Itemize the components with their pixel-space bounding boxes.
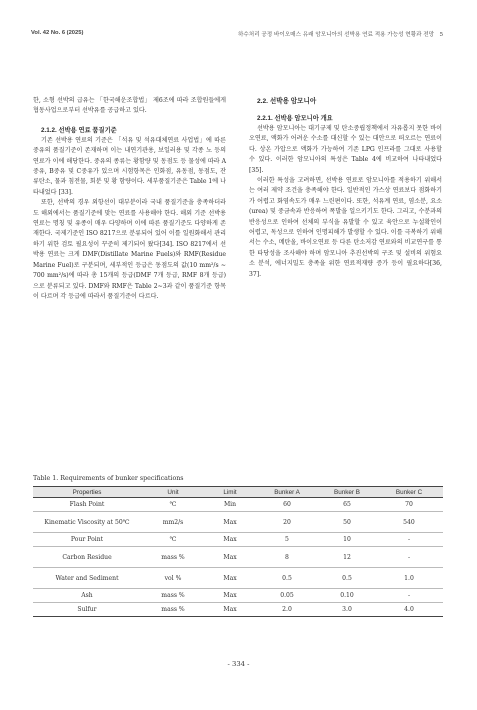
table-cell: - — [375, 589, 443, 603]
table-cell: 540 — [375, 512, 443, 533]
table-cell: - — [375, 547, 443, 568]
table-cell: 10 — [319, 533, 375, 547]
section-heading-2-2: 2.2. 선박용 암모니아 — [257, 98, 317, 105]
table-row — [33, 568, 443, 589]
table-cell: ℃ — [141, 498, 205, 512]
table-cell: Max — [205, 603, 255, 617]
table-cell: Max — [205, 547, 255, 568]
table-row — [33, 603, 443, 617]
page-number: - 334 - — [227, 660, 250, 668]
table-cell: Carbon Residue — [33, 547, 141, 568]
column-header: Bunker B — [319, 487, 375, 498]
journal-volume: Vol. 42 No. 6 (2025) — [31, 30, 84, 36]
section-heading-2-2-1: 2.2.1. 선박용 암모니아 개요 — [257, 115, 333, 122]
running-title: 하수처리 공정 바이오매스 유래 암모니아의 선박용 연료 적용 가능성 현황과 전망 5 — [237, 32, 443, 38]
table-cell: - — [375, 533, 443, 547]
table-row — [33, 498, 443, 512]
paragraph: 또한, 선박의 경우 외항선이 대부분이라 국내 품질기준을 충족하더라도 해외에서는 품질기준에 맞는 연료를 사용해야 한다. 해외 기준 선박용 연료는 명칭 및 유종이 매우 다양하며 이에 따른 품질기준도 다양하게 존재한다. 국제기준인 ISO 8217으로 분류되어 있어 이를 일원화해서 관리하기 위한 검토 필요성이 꾸준히 제기되어 왔다[34]. ISO 8217에서 선박용 연료는 크게 DMF(Distillate Marine Fuels)와 RMF(Residue Marine Fuel)로 구분되며, 세부적인 등급은 동점도의 값(10 mm²/s ~ 700 mm²/s)에 따라 총 15개의 등급(DMF 7개 등급, RMF 8개 등급)으로 분류되고 있다. DMF와 RMF은 Table 2~3과 같이 품질기준 항목이 다르며 각 등급에 따라서 품질기준이 다르다. — [33, 199, 226, 300]
table-cell: 0.05 — [255, 589, 319, 603]
left-column — [33, 96, 226, 302]
table-cell: 1.0 — [375, 568, 443, 589]
table-cell: 60 — [255, 498, 319, 512]
table-cell: Max — [205, 512, 255, 533]
table-header-row — [33, 487, 443, 498]
table-cell: mass % — [141, 589, 205, 603]
table-cell: 2.0 — [255, 603, 319, 617]
table-cell: 20 — [255, 512, 319, 533]
table-cell: mass % — [141, 547, 205, 568]
table-cell: 70 — [375, 498, 443, 512]
column-header: Unit — [141, 487, 205, 498]
table-cell: Water and Sediment — [33, 568, 141, 589]
column-header: Bunker A — [255, 487, 319, 498]
right-column — [249, 96, 442, 280]
table-caption: Table 1. Requirements of bunker specifications — [33, 475, 184, 482]
table-cell: 0.5 — [319, 568, 375, 589]
table-cell: 4.0 — [375, 603, 443, 617]
table-row — [33, 589, 443, 603]
table-cell: 65 — [319, 498, 375, 512]
table-cell: Flash Point — [33, 498, 141, 512]
table-cell: Min — [205, 498, 255, 512]
table-cell: 8 — [255, 547, 319, 568]
table-row — [33, 512, 443, 533]
table-cell: Pour Point — [33, 533, 141, 547]
table-cell: 0.5 — [255, 568, 319, 589]
table-cell: vol % — [141, 568, 205, 589]
paragraph: 기존 선박용 연료의 기준은 「석유 및 석유대체연료 사업법」에 따른 중유의 품질기준이 존재하며 이는 내연기관용, 보일러용 및 각종 노 등의 연료가 이에 해당한다. 중유의 종류는 황함량 및 동점도 등 물성에 따라 A중유, B중유 및 C중유가 있으며 시험항목은 인화점, 유동점, 동점도, 잔류탄소, 물과 침전물, 회분 및 황 함량이다. 세부품질기준은 Table 1에 나타내었다 [33]. — [33, 136, 226, 196]
table-row — [33, 533, 443, 547]
paragraph: 이러한 특성을 고려하면, 선박용 연료로 암모니아를 적용하기 위해서는 여러 제약 조건을 충족해야 한다. 일반적인 가스상 연료보다 점화하기가 어렵고 화염속도가 매우 느린편이다. 또한, 석유계 연료, 염소분, 요소(urea) 및 중금속과 반응하여 폭발을 일으키기도 한다. 그리고, 수분과의 반응성으로 인하여 선체의 부식을 유발할 수 있고 육안으로 누설확인이 어렵고, 독성으로 인하여 인명피해가 발생할 수 있다. 이를 극복하기 위해서는 수소, 메탄올, 바이오연료 등 다른 탄소저감 연료와의 비교연구를 통한 타당성을 조사해야 하며 암모니아 추진선박의 구조 및 설비의 위험요소 분석, 에너지밀도 충족을 위한 연료적재량 증가 등이 필요하다[36, 37]. — [249, 177, 442, 278]
table-cell: Max — [205, 589, 255, 603]
intro-paragraph: 한, 소형 선박의 급유는 「한국해운조합법」 제6조에 따라 조합원들에게 협동사업으로부터 선박유를 공급하고 있다. — [33, 97, 226, 115]
column-header: Limit — [205, 487, 255, 498]
table-cell: 5 — [255, 533, 319, 547]
table-cell: Ash — [33, 589, 141, 603]
header-page-number: 5 — [439, 32, 443, 38]
table-cell: 3.0 — [319, 603, 375, 617]
table-cell: mm2/s — [141, 512, 205, 533]
table-row — [33, 547, 443, 568]
table-cell: Max — [205, 533, 255, 547]
table-cell: Max — [205, 568, 255, 589]
paragraph: 선박용 암모니아는 대기규제 및 탄소중립정책에서 자유롭지 못한 바이오연료, 액화가 어려운 수소를 대신할 수 있는 대안으로 떠오르는 연료이다. 상온 가압으로 액화가 가능하여 기존 LPG 인프라를 그대로 사용할 수 있다. 이러한 암모니아의 특성은 Table 4에 비교하여 나타내었다 [35]. — [249, 125, 442, 174]
bunker-specifications-table — [33, 486, 443, 617]
table-cell: Sulfur — [33, 603, 141, 617]
table-cell: mass % — [141, 603, 205, 617]
table-cell: Kinematic Viscosity at 50℃ — [33, 512, 141, 533]
table-cell: ℃ — [141, 533, 205, 547]
table-cell: 0.10 — [319, 589, 375, 603]
section-heading-2-1-2: 2.1.2. 선박용 연료 품질기준 — [41, 126, 117, 134]
column-header: Properties — [33, 487, 141, 498]
table-cell: 50 — [319, 512, 375, 533]
running-header — [31, 30, 443, 42]
column-header: Bunker C — [375, 487, 443, 498]
table-cell: 12 — [319, 547, 375, 568]
